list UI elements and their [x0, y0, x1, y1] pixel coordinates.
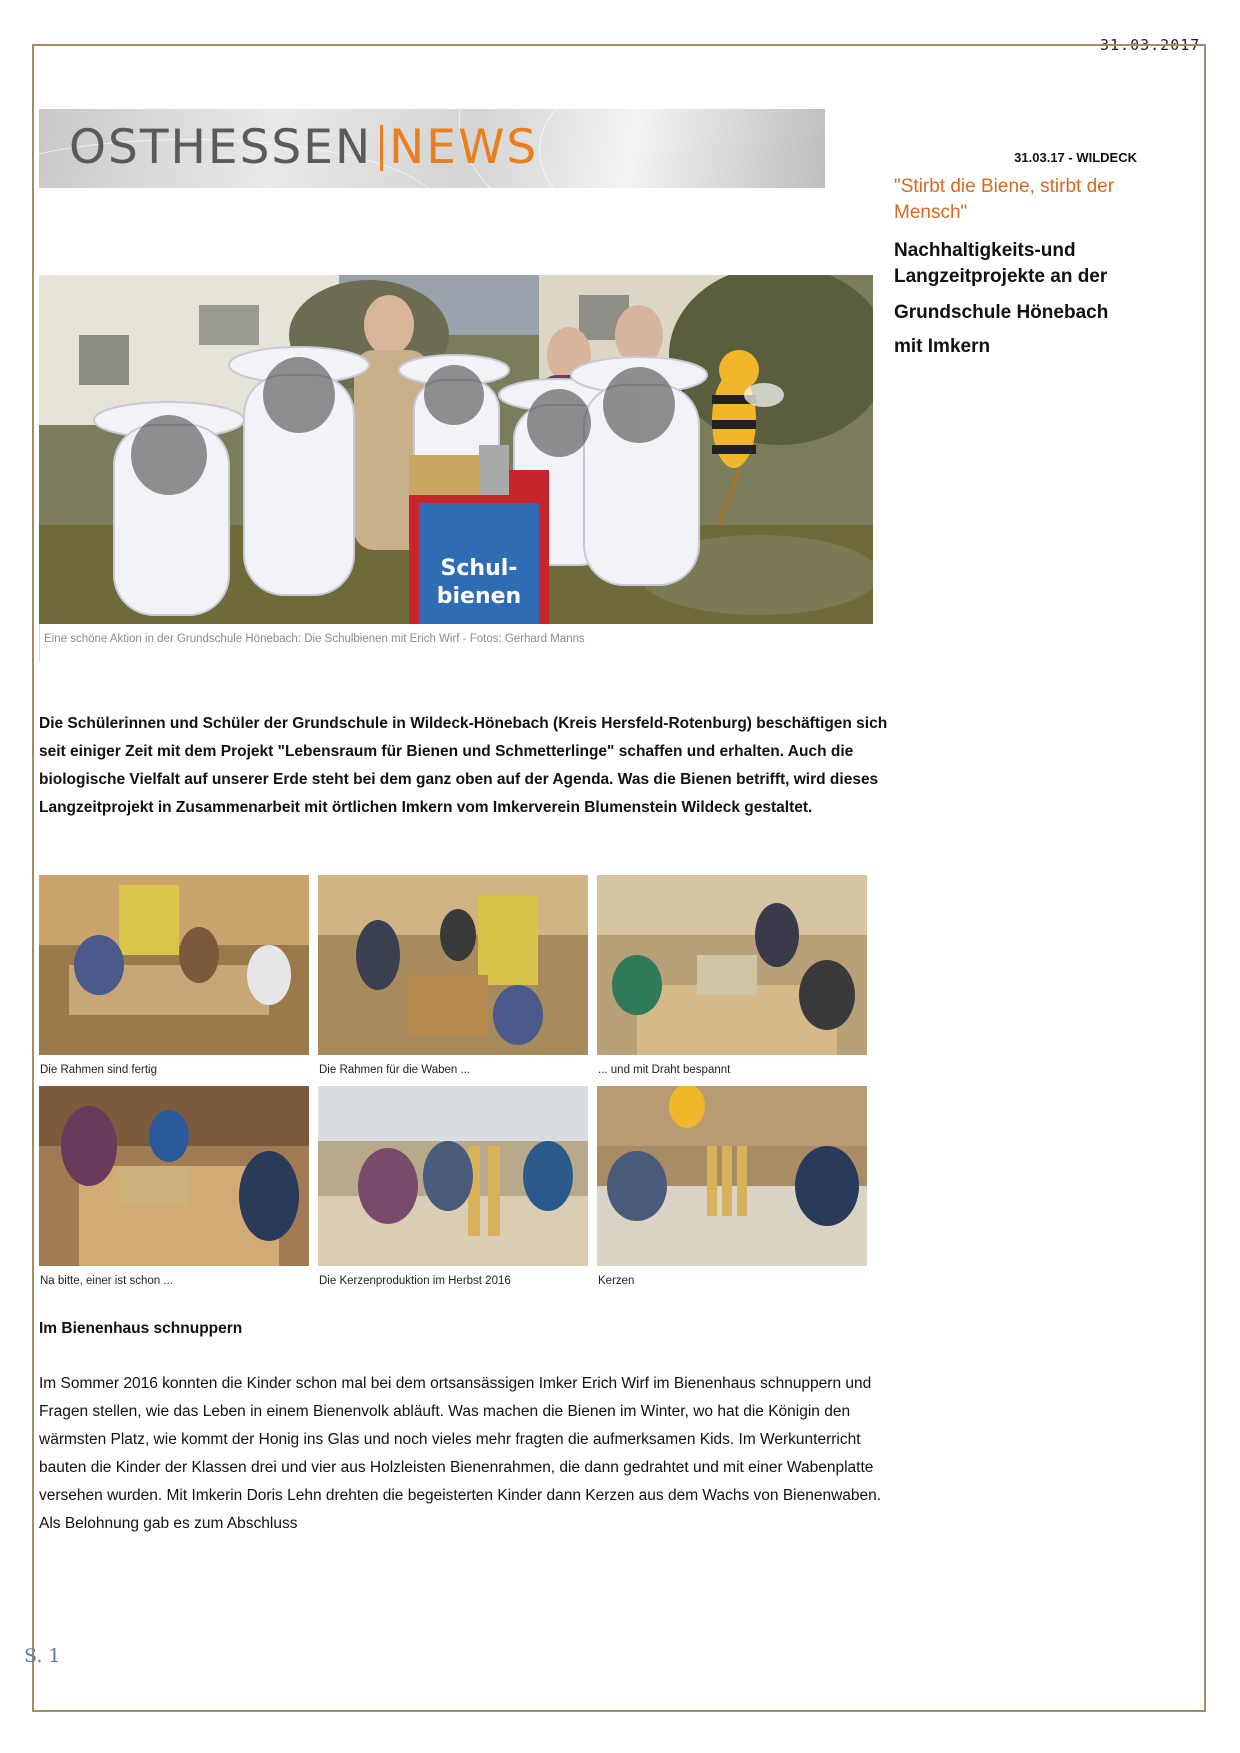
caption-rule [39, 624, 40, 662]
section-subheading: Im Bienenhaus schnuppern [39, 1320, 243, 1337]
osthessen-news-logo [39, 109, 825, 188]
gallery-photo-6 [597, 1086, 867, 1266]
logo-text-osthessen: OSTHESSEN [69, 120, 373, 175]
gallery-caption-5: Die Kerzenproduktion im Herbst 2016 [319, 1275, 511, 1287]
article-sidebar [894, 150, 1174, 358]
page-date: 31.03.2017 [1100, 36, 1201, 54]
article-headline: Nachhaltigkeits-und Langzeitprojekte an der [894, 240, 1108, 287]
gallery-photo-3 [597, 875, 867, 1055]
article-headline-line2: Grundschule Hönebach [894, 302, 1109, 323]
article-date-location: 31.03.17 - WILDECK [1014, 150, 1137, 165]
hero-photo [39, 275, 873, 624]
gallery-caption-6: Kerzen [598, 1275, 635, 1287]
gallery-photo-1 [39, 875, 309, 1055]
page-number: S. 1 [24, 1645, 61, 1667]
body-paragraph: Im Sommer 2016 konnten die Kinder schon mal bei dem ortsansässigen Imker Erich Wirf im Bienenhaus schnuppern und Fragen stellen, wie das Leben in einem Bienenvolk abläuft. Was machen die Bienen im Winter, wo hat die Königin den wärmsten Platz, wie kommt der Honig ins Glas und noch vieles mehr fragten die aufmerksamen Kids. Im Werkunterricht bauten die Kinder der Klassen drei und vier aus Holzleisten Bienenrahmen, die dann gedrahtet und mit einer Wabenplatte versehen wurden. Mit Imkerin Doris Lehn drehten die begeisterten Kinder dann Kerzen aus dem Wachs von Bienenwaben. Als Belohnung gab es zum Abschluss [39, 1375, 882, 1532]
gallery-caption-2: Die Rahmen für die Waben ... [319, 1064, 471, 1076]
gallery-caption-1: Die Rahmen sind fertig [40, 1064, 157, 1076]
logo-text-news: NEWS [389, 120, 539, 175]
intro-paragraph: Die Schülerinnen und Schüler der Grundschule in Wildeck-Hönebach (Kreis Hersfeld-Rotenburg) beschäftigen sich seit einiger Zeit mit dem Projekt "Lebensraum für Bienen und Schmetterlinge" schaffen und erhalten. Auch die biologische Vielfalt auf unserer Erde steht bei dem ganz oben auf der Agenda. Was die Bienen betrifft, wird dieses Langzeitprojekt in Zusammenarbeit mit örtlichen Imkern vom Imkerverein Blumenstein Wildeck gestaltet. [39, 715, 888, 816]
hero-sign-line2: bienen [436, 584, 522, 609]
gallery-photo-5 [318, 1086, 588, 1266]
hero-caption: Eine schöne Aktion in der Grundschule Hönebach: Die Schulbienen mit Erich Wirf - Fotos: Gerhard Manns [44, 633, 585, 645]
logo-separator [380, 125, 383, 171]
gallery-photo-2 [318, 875, 588, 1055]
gallery-caption-3: ... und mit Draht bespannt [598, 1064, 731, 1076]
gallery-caption-4: Na bitte, einer ist schon ... [40, 1275, 173, 1287]
article-quote-title: "Stirbt die Biene, stirbt der Mensch" [894, 176, 1115, 223]
article-headline-line3: mit Imkern [894, 336, 991, 357]
hero-sign-line1: Schul- [440, 556, 518, 581]
gallery-photo-4 [39, 1086, 309, 1266]
